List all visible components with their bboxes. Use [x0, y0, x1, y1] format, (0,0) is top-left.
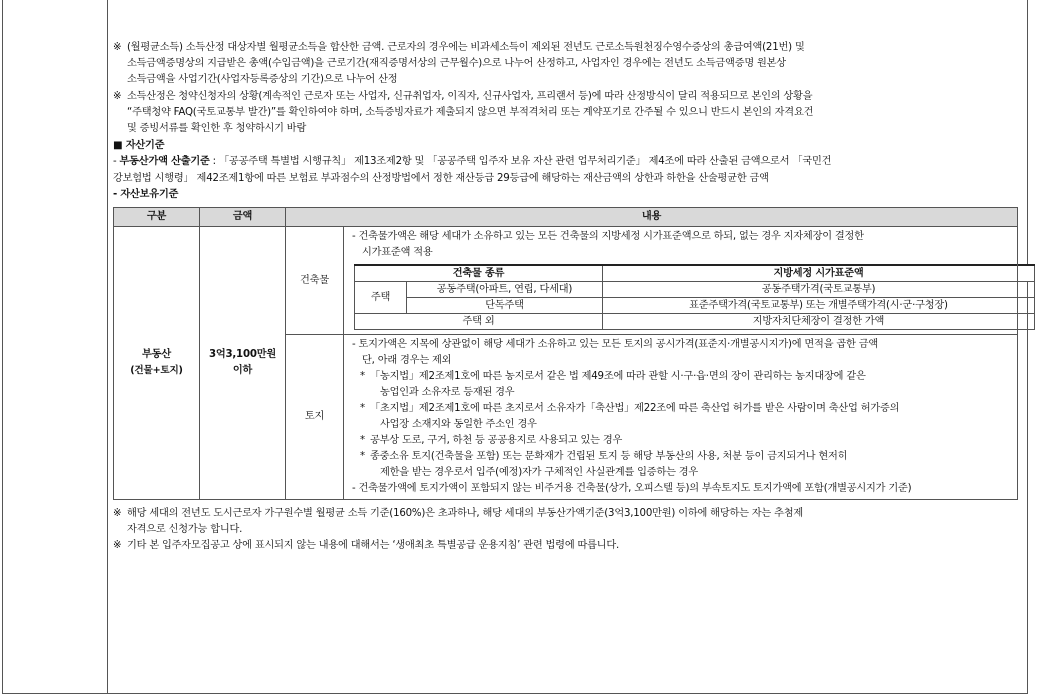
note-line: 기타 본 입주자모집공고 상에 표시되지 않는 내용에 대해서는 ‘생애최초 특별공급 운용지침’ 관련 법령에 따릅니다. [127, 540, 620, 552]
note-mark: ※ [113, 508, 122, 520]
note-line: (월평균소득) 소득산정 대상자별 월평균소득을 합산한 금액. 근로자의 경우에는 비과세소득이 제외된 전년도 근로소득원천징수영수증상의 총급여액(21번) 및 [127, 42, 805, 53]
amount-cell [200, 227, 286, 500]
land-desc-line: 단, 아래 경우는 제외 [362, 355, 452, 367]
building-type-table [354, 264, 1035, 330]
note-line: 해당 세대의 전년도 도시근로자 가구원수별 월평균 소득 기준(160%)은 초과하나, 해당 세대의 부동산가액기준(3억3,100만원) 이하에 해당하는 자는 추첨제 [127, 508, 804, 520]
header-content: 내용 [286, 208, 1018, 227]
note-mark: ※ [113, 90, 122, 102]
building-value: 공동주택가격(국토교통부) [603, 282, 1035, 298]
note-line: 및 증빙서류를 확인한 후 청약하시기 바람 [127, 123, 307, 135]
header-amount: 금액 [200, 208, 286, 227]
note-other-regulations [113, 538, 1017, 554]
note-lottery-eligibility [113, 506, 1017, 538]
exception-line: 사업장 소재지와 동일한 주소인 경우 [380, 419, 537, 431]
exception-mark: * [360, 371, 365, 383]
building-desc-line: 시가표준액 적용 [362, 247, 433, 259]
note-line: 소득금액을 사업기간(사업자등록증상의 기간)으로 나누어 산정 [127, 74, 398, 86]
building-value: 표준주택가격(국토교통부) 또는 개별주택가격(시·군·구청장) [603, 298, 1035, 314]
land-label: 토지 [286, 335, 344, 500]
inner-header-type: 건축물 종류 [355, 265, 603, 282]
exception-line: 「농지법」제2조제1호에 따른 농지로서 같은 법 제49조에 따라 관할 시·구·읍·면의 장이 관리하는 농지대장에 같은 [370, 371, 866, 383]
holding-criteria-label: - 자산보유기준 [113, 188, 179, 200]
land-desc-line: - 건축물가액에 토지가액이 포함되지 않는 비주거용 건축물(상가, 오피스텔 등)의 부속토지도 토지가액에 포함(개별공시지가 기준) [352, 483, 912, 495]
housing-label: 주택 [355, 282, 407, 314]
document-content [113, 40, 1017, 555]
amount-value: 3억3,100만원 [208, 349, 277, 361]
building-type: 공동주택(아파트, 연립, 다세대) [407, 282, 603, 298]
inner-header-value: 지방세정 시가표준액 [603, 265, 1035, 282]
amount-qualifier: 이하 [232, 365, 253, 377]
exception-mark: * [360, 435, 365, 447]
criteria-prefix: - [113, 156, 120, 168]
note-monthly-income [113, 40, 1017, 89]
exception-line: 종중소유 토지(건축물을 포함) 또는 문화재가 건립된 토지 등 해당 부동산의 사용, 처분 등이 금지되거나 현저히 [370, 451, 848, 463]
land-exception-item [352, 401, 1011, 433]
building-type: 주택 외 [355, 314, 603, 330]
building-detail [344, 227, 1018, 335]
exception-mark: * [360, 403, 365, 415]
building-value: 지방자치단체장이 결정한 가액 [603, 314, 1035, 330]
header-category: 구분 [114, 208, 200, 227]
note-mark: ※ [113, 42, 122, 53]
building-label: 건축물 [286, 227, 344, 335]
note-line: 소득금액증명상의 지급받은 총액(수입금액)을 근로기간(재직증명서상의 근무월수)으로 나누어 산정하고, 사업자인 경우에는 전년도 소득금액증명 원본상 [127, 58, 786, 70]
criteria-label: 부동산가액 산출기준 [119, 156, 210, 168]
exception-line: 「초지법」제2조제1호에 따른 초지로서 소유자가「축산법」제22조에 따른 축산업 허가를 받은 사람이며 축산업 허가증의 [370, 403, 900, 415]
exception-line: 공부상 도로, 구거, 하천 등 공공용지로 사용되고 있는 경우 [370, 435, 623, 447]
note-income-calculation [113, 89, 1017, 138]
exception-line: 제한을 받는 경우로서 입주(예정)자가 구체적인 사실관계를 입증하는 경우 [380, 467, 699, 479]
asset-heading: ■ 자산기준 [113, 140, 165, 152]
note-line: 자격으로 신청가능 합니다. [127, 524, 243, 536]
exception-mark: * [360, 451, 365, 463]
asset-criteria [113, 154, 1017, 186]
note-mark: ※ [113, 540, 122, 552]
note-line: “주택청약 FAQ(국토교통부 발간)”를 확인하여야 하며, 소득증빙자료가 제출되지 않으면 부적격처리 또는 계약포기로 간주될 수 있으니 반드시 본인의 자격요건 [127, 106, 814, 118]
left-column [3, 0, 108, 693]
category-cell [114, 227, 200, 500]
land-detail [344, 335, 1018, 500]
criteria-line: : 「공공주택 특별법 시행규칙」 제13조제2항 및 「공공주택 입주자 보유 자산 관련 업무처리기준」 제4조에 따라 산출된 금액으로서 「국민건 [209, 156, 832, 168]
exception-line: 농업인과 소유자로 등재된 경우 [380, 387, 515, 399]
category-label: 부동산 [142, 349, 171, 361]
land-exception-item [352, 433, 1011, 449]
building-desc-line: - 건축물가액은 해당 세대가 소유하고 있는 모든 건축물의 지방세정 시가표준액으로 하되, 없는 경우 지자체장이 결정한 [352, 231, 864, 243]
building-type: 단독주택 [407, 298, 603, 314]
criteria-line: 강보험법 시행령」 제42조제1항에 따른 보험료 부과점수의 산정방법에서 정한 재산등급 29등급에 해당하는 재산금액의 상한과 하한을 산술평균한 금액 [113, 172, 769, 184]
category-sub-label: (건물+토지) [130, 365, 183, 377]
land-exception-item [352, 369, 1011, 401]
bottom-notes [113, 506, 1017, 555]
asset-table [113, 207, 1018, 500]
land-exception-item [352, 449, 1011, 481]
land-desc-line: - 토지가액은 지목에 상관없이 해당 세대가 소유하고 있는 모든 토지의 공시가격(표준지·개별공시지가)에 면적을 곱한 금액 [352, 339, 878, 351]
note-line: 소득산정은 청약신청자의 상황(계속적인 근로자 또는 사업자, 신규취업자, 이직자, 신규사업자, 프리랜서 등)에 따라 산정방식이 달리 적용되므로 본인의 상황을 [127, 90, 813, 102]
